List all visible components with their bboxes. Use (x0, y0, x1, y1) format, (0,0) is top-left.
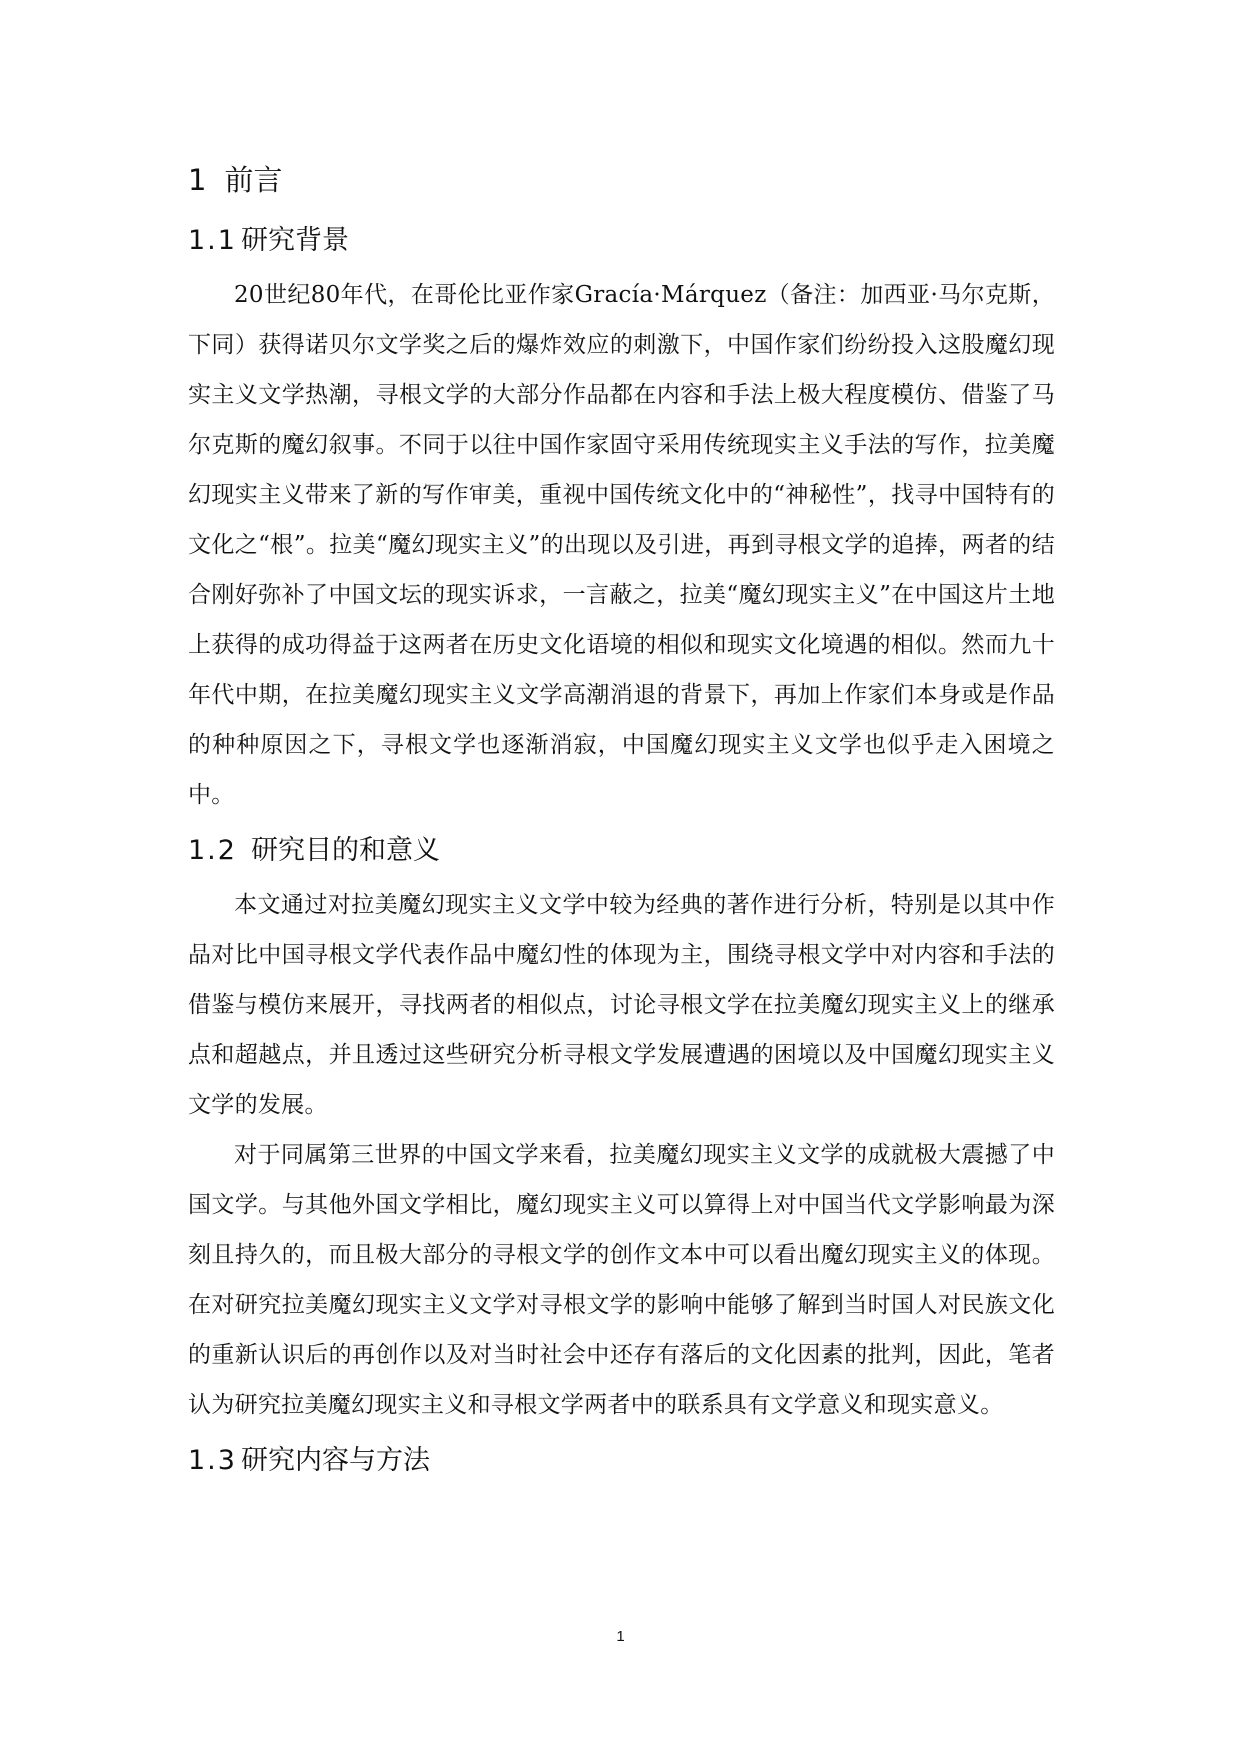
section-number: 1.3 (188, 1445, 237, 1476)
section-title: 研究背景 (240, 225, 349, 256)
section-title: 研究目的和意义 (250, 835, 440, 866)
section-heading (188, 830, 1055, 872)
section-number: 1.1 (188, 225, 237, 256)
paragraph: 本文通过对拉美魔幻现实主义文学中较为经典的著作进行分析，特别是以其中作品对比中国寻根文学代表作品中魔幻性的体现为主，围绕寻根文学中对内容和手法的借鉴与模仿来展开，寻找两者的相似点，讨论寻根文学在拉美魔幻现实主义上的继承点和超越点，并且透过这些研究分析寻根文学发展遭遇的困境以及中国魔幻现实主义文学的发展。 (188, 892, 1055, 1118)
section-heading (188, 220, 1055, 262)
page-number: 1 (616, 1628, 625, 1645)
chapter-number: 1 (188, 163, 207, 197)
paragraph: 20世纪80年代，在哥伦比亚作家Gracía·Márquez（备注：加西亚·马尔克斯，下同）获得诺贝尔文学奖之后的爆炸效应的刺激下，中国作家们纷纷投入这股魔幻现实主义文学热潮，寻根文学的大部分作品都在内容和手法上极大程度模仿、借鉴了马尔克斯的魔幻叙事。不同于以往中国作家固守采用传统现实主义手法的写作，拉美魔幻现实主义带来了新的写作审美，重视中国传统文化中的“神秘性”，找寻中国特有的文化之“根”。拉美“魔幻现实主义”的出现以及引进，再到寻根文学的追捧，两者的结合刚好弥补了中国文坛的现实诉求，一言蔽之，拉美“魔幻现实主义”在中国这片土地上获得的成功得益于这两者在历史文化语境的相似和现实文化境遇的相似。然而九十年代中期，在拉美魔幻现实主义文学高潮消退的背景下，再加上作家们本身或是作品的种种原因之下，寻根文学也逐渐消寂，中国魔幻现实主义文学也似乎走入困境之中。 (188, 282, 1055, 808)
section-number: 1.2 (188, 835, 237, 866)
section-heading (188, 1440, 1055, 1482)
paragraph: 对于同属第三世界的中国文学来看，拉美魔幻现实主义文学的成就极大震撼了中国文学。与其他外国文学相比，魔幻现实主义可以算得上对中国当代文学影响最为深刻且持久的，而且极大部分的寻根文学的创作文本中可以看出魔幻现实主义的体现。在对研究拉美魔幻现实主义文学对寻根文学的影响中能够了解到当时国人对民族文化的重新认识后的再创作以及对当时社会中还存有落后的文化因素的批判，因此，笔者认为研究拉美魔幻现实主义和寻根文学两者中的联系具有文学意义和现实意义。 (188, 1142, 1055, 1418)
chapter-heading (188, 158, 1055, 202)
section-title: 研究内容与方法 (240, 1445, 430, 1476)
chapter-title: 前言 (224, 163, 283, 197)
section-1-1 (188, 220, 1055, 820)
section-1-2 (188, 830, 1055, 1430)
page-content (188, 158, 1055, 1490)
section-1-3 (188, 1440, 1055, 1482)
